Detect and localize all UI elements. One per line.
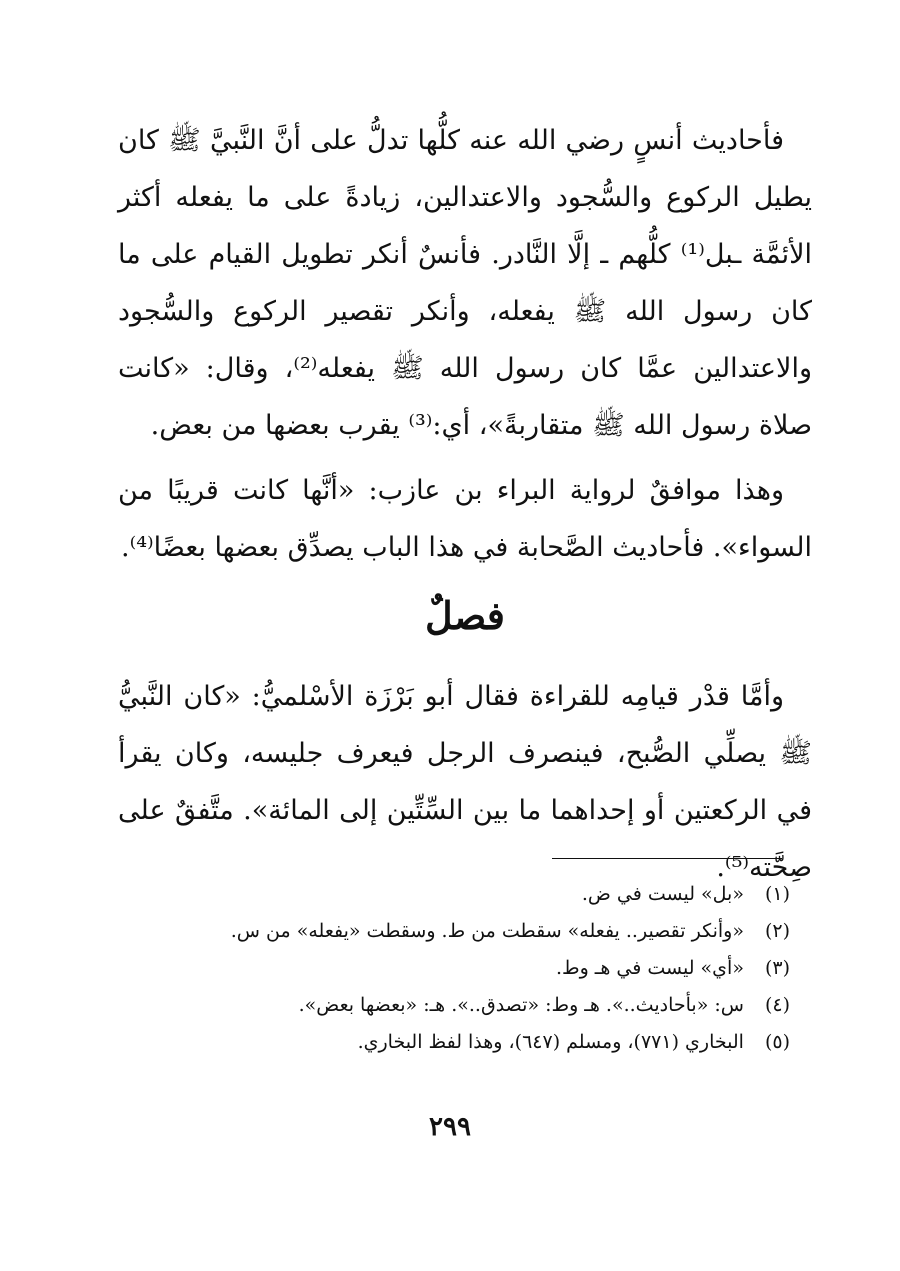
section-heading: فصلٌ <box>425 593 505 638</box>
paragraph-2: وهذا موافقٌ لرواية البراء بن عازب: «أنَّها كانت قريبًا من السواء». فأحاديث الصَّحابة في هذا الباب يصدِّق بعضها بعضًا⁽⁴⁾. <box>118 475 812 563</box>
paragraph-3: وأمَّا قدْر قيامِه للقراءة فقال أبو بَرْزَة الأسْلميُّ: «كان النَّبيُّ ﷺ يصلِّي الصُّبح، فينصرف الرجل فيعرف جليسه، وكان يقرأ في الركعتين أو إحداهما ما بين السِّتِّين إلى المائة». متَّفقٌ على صِحَّته⁽⁵⁾. <box>118 681 812 883</box>
footnote-number: (١) <box>764 883 790 905</box>
footnote-item <box>118 950 790 987</box>
footnote-number: (٣) <box>764 957 790 979</box>
footnote-item <box>118 876 790 913</box>
footnote-text: س: «بأحاديث..». هـ وط: «تصدق..». هـ: «بعضها بعض». <box>298 994 744 1016</box>
footnote-number: (٥) <box>764 1031 790 1053</box>
paragraph-1: فأحاديث أنسٍ رضي الله عنه كلُّها تدلُّ على أنَّ النَّبيَّ ﷺ كان يطيل الركوع والسُّجود والاعتدالين، زيادةً على ما يفعله أكثر الأئمَّة ـبل⁽¹⁾ كلُّهم ـ إلَّا النَّادر. فأنسٌ أنكر تطويل القيام على ما كان رسول الله ﷺ يفعله، وأنكر تقصير الركوع والسُّجود والاعتدالين عمَّا كان رسول الله ﷺ يفعله⁽²⁾، وقال: «كانت صلاة رسول الله ﷺ متقاربةً»، أي:⁽³⁾ يقرب بعضها من بعض. <box>118 125 812 441</box>
page-number: ٢٩٩ <box>429 1112 471 1142</box>
footnote-number: (٤) <box>764 994 790 1016</box>
footnote-divider <box>552 858 782 859</box>
footnote-item <box>118 987 790 1024</box>
footnote-text: البخاري (٧٧١)، ومسلم (٦٤٧)، وهذا لفظ البخاري. <box>357 1031 744 1053</box>
footnote-item <box>118 1024 790 1061</box>
footnote-item <box>118 913 790 950</box>
footnote-text: «أي» ليست في هـ وط. <box>555 957 744 979</box>
main-text <box>118 112 812 904</box>
footnote-text: «بل» ليست في ض. <box>581 883 744 905</box>
footnote-text: «وأنكر تقصير.. يفعله» سقطت من ط. وسقطت «يفعله» من س. <box>230 920 744 942</box>
footnotes <box>118 876 790 1061</box>
footnote-number: (٢) <box>764 920 790 942</box>
